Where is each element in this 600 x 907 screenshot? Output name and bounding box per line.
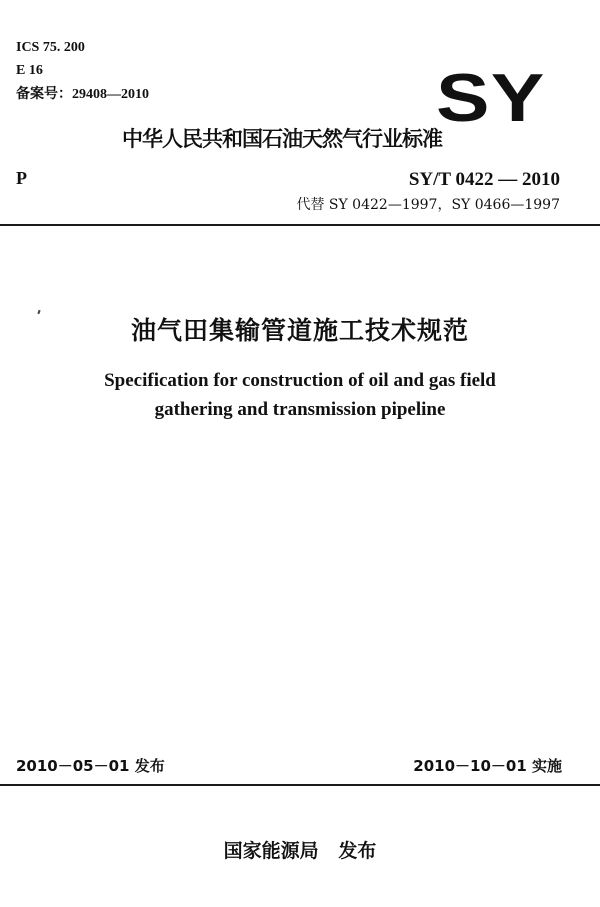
publisher: 国家能源局 发布: [223, 840, 377, 862]
replaces-note: 代替 SY 0422—1997，SY 0466—1997: [296, 197, 560, 213]
ics-code: ICS 75. 200: [16, 40, 85, 55]
category-letter: P: [16, 168, 27, 188]
standard-number: SY/T 0422 — 2010: [408, 169, 560, 190]
issue-date: 2010－05－01 发布: [16, 757, 165, 775]
implementation-date: 2010－10－01 实施: [413, 757, 562, 775]
print-speck: [37, 310, 40, 314]
bottom-divider: [0, 784, 600, 786]
filing-number: 备案号：29408—2010: [16, 87, 149, 102]
top-divider: [0, 224, 600, 226]
industry-standard-heading: 中华人民共和国石油天然气行业标准: [122, 127, 442, 151]
sy-logo: SY: [436, 60, 546, 136]
classification-code: E 16: [16, 63, 43, 78]
title-chinese: 油气田集输管道施工技术规范: [130, 316, 469, 345]
title-english-line2: gathering and transmission pipeline: [154, 399, 446, 420]
title-english-line1: Specification for construction of oil and gas field: [104, 370, 496, 391]
